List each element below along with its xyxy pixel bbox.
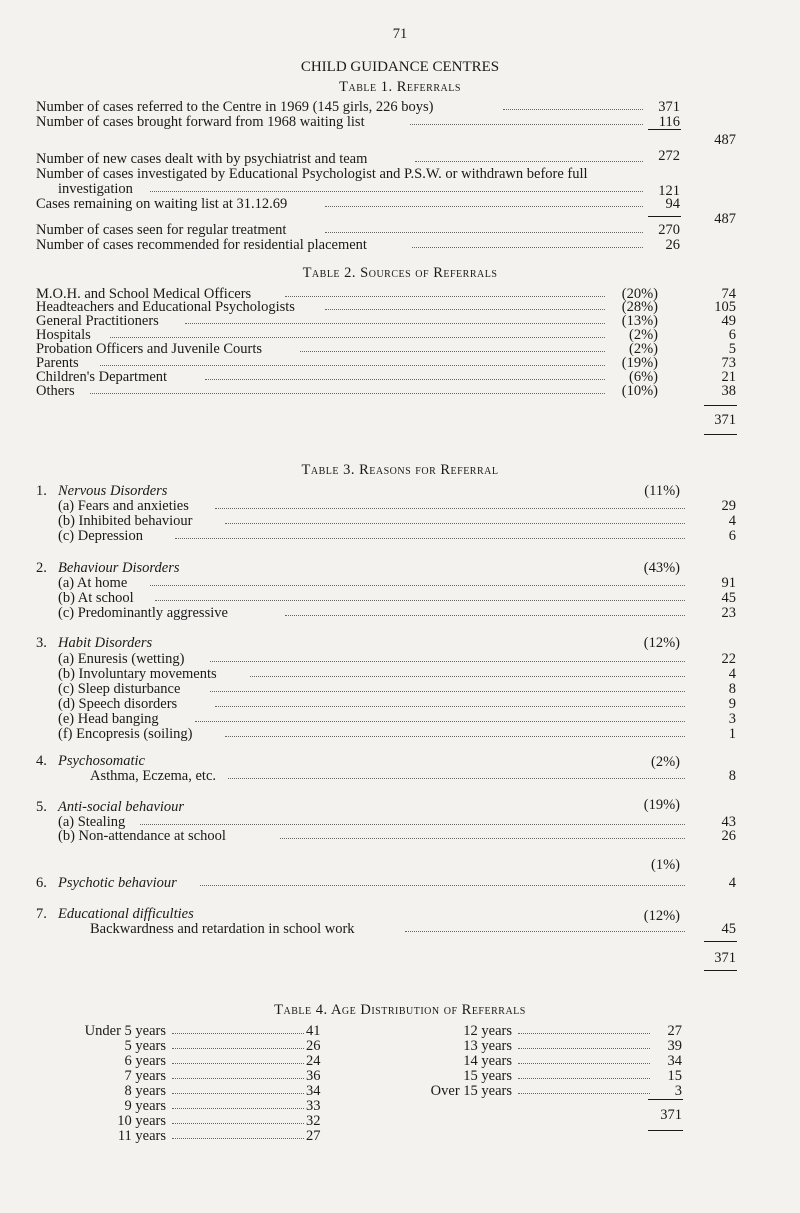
t3-group-value: 4	[728, 875, 736, 891]
t3-item-label: (b) At school	[58, 590, 134, 606]
t2-row-pct: (2%)	[629, 341, 658, 357]
t3-item-value: 4	[728, 666, 736, 682]
t2-row-value: 5	[728, 341, 736, 357]
leader-dots	[172, 1062, 304, 1064]
t1-sum1: 487	[714, 132, 736, 148]
t3-group-pct: (2%)	[651, 754, 680, 770]
t3-group-pct: (11%)	[644, 483, 680, 499]
sum-rule	[648, 1099, 683, 1100]
t3-group-pct: (12%)	[643, 635, 680, 651]
t4-age-value: 26	[306, 1038, 321, 1054]
leader-dots	[172, 1107, 304, 1109]
t4-age-value: 33	[306, 1098, 321, 1114]
t1-r1-value: 371	[658, 99, 680, 115]
t2-row-value: 74	[721, 286, 736, 302]
t2-row-label: Headteachers and Educational Psychologists	[36, 299, 295, 315]
leader-dots	[228, 777, 685, 779]
t4-age-value: 34	[306, 1083, 321, 1099]
t2-row-pct: (10%)	[621, 383, 658, 399]
t3-item-value: 23	[721, 605, 736, 621]
t1-r6-label: Number of cases seen for regular treatment	[36, 222, 287, 238]
t4-age-value: 41	[306, 1023, 321, 1039]
t3-total: 371	[714, 950, 736, 966]
leader-dots	[503, 108, 643, 110]
table4-title: Table 4. Age Distribution of Referrals	[274, 1002, 526, 1018]
t2-row-pct: (28%)	[621, 299, 658, 315]
t3-item-label: Asthma, Eczema, etc.	[90, 768, 217, 784]
t4-age-value: 27	[667, 1023, 682, 1039]
t3-item-label: (e) Head banging	[58, 711, 159, 727]
t4-age-value: 32	[306, 1113, 321, 1129]
leader-dots	[325, 231, 643, 233]
leader-dots	[140, 823, 685, 825]
sum-rule	[704, 405, 737, 406]
leader-dots	[300, 350, 605, 352]
leader-dots	[405, 930, 685, 932]
t3-item-value: 8	[728, 681, 736, 697]
t4-total: 371	[660, 1107, 682, 1123]
t3-item-value: 91	[721, 575, 736, 591]
t3-item-value: 6	[728, 528, 736, 544]
t3-group-pct: (12%)	[643, 908, 680, 924]
page-number: 71	[392, 26, 408, 42]
leader-dots	[110, 336, 605, 338]
t1-r7-label: Number of cases recommended for residential placement	[36, 237, 367, 253]
t3-group-pct: (43%)	[643, 560, 680, 576]
t4-age-value: 27	[306, 1128, 321, 1144]
t1-r4-label-cont: investigation	[58, 181, 133, 197]
leader-dots	[172, 1137, 304, 1139]
leader-dots	[200, 884, 685, 886]
leader-dots	[225, 735, 685, 737]
leader-dots	[518, 1047, 650, 1049]
t4-age-value: 15	[667, 1068, 682, 1084]
leader-dots	[412, 246, 643, 248]
t4-age-value: 24	[306, 1053, 321, 1069]
t4-age-label: 12 years	[463, 1023, 512, 1039]
t3-item-label: (b) Inhibited behaviour	[58, 513, 193, 529]
t4-age-label: 6 years	[124, 1053, 166, 1069]
t2-total: 371	[714, 412, 736, 428]
t4-age-label: 13 years	[463, 1038, 512, 1054]
leader-dots	[100, 364, 605, 366]
leader-dots	[205, 378, 605, 380]
t4-age-label: 7 years	[124, 1068, 166, 1084]
t4-age-label: 11 years	[117, 1128, 166, 1144]
t2-row-pct: (20%)	[621, 286, 658, 302]
t1-r2-label: Number of cases brought forward from 1968 waiting list	[36, 114, 365, 130]
t3-item-label: (a) Fears and anxieties	[58, 498, 189, 514]
leader-dots	[518, 1032, 650, 1034]
t2-row-pct: (13%)	[621, 313, 658, 329]
t1-r3-value: 272	[658, 148, 680, 164]
leader-dots	[280, 837, 685, 839]
t4-age-label: 9 years	[124, 1098, 166, 1114]
t3-group-title: Anti-social behaviour	[58, 799, 185, 815]
t4-age-label: Under 5 years	[84, 1023, 166, 1039]
leader-dots	[172, 1122, 304, 1124]
total-rule	[648, 1130, 683, 1131]
t3-item-label: (b) Involuntary movements	[58, 666, 217, 682]
t3-group-number: 2.	[36, 560, 47, 576]
t3-item-label: (a) At home	[58, 575, 128, 591]
t1-r5-value: 94	[665, 196, 680, 212]
sum-rule	[648, 216, 681, 217]
t1-r3-label: Number of new cases dealt with by psychiatrist and team	[36, 151, 368, 167]
t3-group-title: Psychosomatic	[58, 753, 145, 769]
t2-row-value: 49	[721, 313, 736, 329]
t4-age-value: 36	[306, 1068, 321, 1084]
t2-row-pct: (19%)	[621, 355, 658, 371]
t3-item-label: (b) Non-attendance at school	[58, 828, 226, 844]
t3-item-label: (c) Depression	[58, 528, 143, 544]
table3-title: Table 3. Reasons for Referral	[301, 462, 499, 478]
leader-dots	[415, 160, 643, 162]
t3-item-label: (a) Stealing	[58, 814, 126, 830]
leader-dots	[210, 690, 685, 692]
leader-dots	[172, 1032, 304, 1034]
t2-row-label: Parents	[36, 355, 79, 371]
t3-item-label: (d) Speech disorders	[58, 696, 178, 712]
t4-age-label: 14 years	[463, 1053, 512, 1069]
t4-age-label: 5 years	[124, 1038, 166, 1054]
t3-item-label: Backwardness and retardation in school work	[90, 921, 355, 937]
t3-group-number: 7.	[36, 906, 47, 922]
t3-group-number: 3.	[36, 635, 47, 651]
t1-r5-label: Cases remaining on waiting list at 31.12.69	[36, 196, 288, 212]
sum-rule	[704, 941, 737, 942]
t3-item-value: 29	[721, 498, 736, 514]
t1-sum2: 487	[714, 211, 736, 227]
t3-item-value: 45	[721, 921, 736, 937]
leader-dots	[172, 1047, 304, 1049]
t2-row-label: Hospitals	[36, 327, 91, 343]
t2-row-pct: (2%)	[629, 327, 658, 343]
leader-dots	[215, 705, 685, 707]
t2-row-label: Others	[36, 383, 75, 399]
leader-dots	[518, 1092, 650, 1094]
t2-row-value: 38	[721, 383, 736, 399]
t4-age-value: 3	[674, 1083, 682, 1099]
t3-item-value: 22	[721, 651, 736, 667]
total-rule	[704, 970, 737, 971]
t3-item-value: 4	[728, 513, 736, 529]
leader-dots	[285, 295, 605, 297]
t1-r7-value: 26	[665, 237, 680, 253]
leader-dots	[185, 322, 605, 324]
t1-r1-label: Number of cases referred to the Centre in 1969 (145 girls, 226 boys)	[36, 99, 434, 115]
t4-age-label: 15 years	[463, 1068, 512, 1084]
table1-title: Table 1. Referrals	[339, 79, 461, 95]
leader-dots	[90, 392, 605, 394]
leader-dots	[150, 190, 643, 192]
leader-dots	[210, 660, 685, 662]
leader-dots	[195, 720, 685, 722]
t4-age-value: 39	[667, 1038, 682, 1054]
t3-group-title: Nervous Disorders	[58, 483, 168, 499]
leader-dots	[410, 123, 643, 125]
t3-item-label: (a) Enuresis (wetting)	[58, 651, 185, 667]
t4-age-value: 34	[667, 1053, 682, 1069]
t3-group-number: 5.	[36, 799, 47, 815]
t3-group-number: 1.	[36, 483, 47, 499]
t3-group-title: Behaviour Disorders	[58, 560, 180, 576]
t3-item-value: 8	[728, 768, 736, 784]
leader-dots	[150, 584, 685, 586]
t2-row-value: 6	[728, 327, 736, 343]
t1-r4-value: 121	[658, 183, 680, 199]
t3-item-value: 9	[728, 696, 736, 712]
t2-row-label: General Practitioners	[36, 313, 159, 329]
page-heading: CHILD GUIDANCE CENTRES	[300, 59, 500, 75]
total-rule	[704, 434, 737, 435]
leader-dots	[175, 537, 685, 539]
t3-item-value: 45	[721, 590, 736, 606]
t2-row-value: 21	[721, 369, 736, 385]
leader-dots	[250, 675, 685, 677]
t3-group-number: 6.	[36, 875, 47, 891]
leader-dots	[518, 1077, 650, 1079]
t3-group-number: 4.	[36, 753, 47, 769]
t4-age-label: Over 15 years	[430, 1083, 512, 1099]
t3-item-label: (c) Predominantly aggressive	[58, 605, 228, 621]
t2-row-value: 105	[714, 299, 736, 315]
leader-dots	[172, 1092, 304, 1094]
leader-dots	[285, 614, 685, 616]
t2-row-label: Children's Department	[36, 369, 168, 385]
t2-row-label: Probation Officers and Juvenile Courts	[36, 341, 263, 357]
t3-group-title: Psychotic behaviour	[58, 875, 177, 891]
t3-group-title: Educational difficulties	[58, 906, 194, 922]
leader-dots	[325, 205, 643, 207]
t3-item-value: 43	[721, 814, 736, 830]
t1-r4-label: Number of cases investigated by Educational Psychologist and P.S.W. or withdrawn before full	[36, 166, 588, 182]
leader-dots	[155, 599, 685, 601]
t3-group-title: Habit Disorders	[58, 635, 153, 651]
t3-item-value: 26	[721, 828, 736, 844]
t3-group-pct: (19%)	[643, 797, 680, 813]
t3-item-value: 3	[728, 711, 736, 727]
t3-item-label: (c) Sleep disturbance	[58, 681, 181, 697]
t1-r6-value: 270	[658, 222, 680, 238]
leader-dots	[172, 1077, 304, 1079]
leader-dots	[225, 522, 685, 524]
sum-rule	[648, 129, 681, 130]
t3-group-pct: (1%)	[651, 857, 680, 873]
t3-item-label: (f) Encopresis (soiling)	[58, 726, 193, 742]
t3-item-value: 1	[728, 726, 736, 742]
t4-age-label: 10 years	[117, 1113, 166, 1129]
table2-title: Table 2. Sources of Referrals	[302, 265, 498, 281]
t2-row-value: 73	[721, 355, 736, 371]
t1-r2-value: 116	[658, 114, 680, 130]
t2-row-label: M.O.H. and School Medical Officers	[36, 286, 252, 302]
leader-dots	[215, 507, 685, 509]
t2-row-pct: (6%)	[629, 369, 658, 385]
leader-dots	[325, 308, 605, 310]
t4-age-label: 8 years	[124, 1083, 166, 1099]
leader-dots	[518, 1062, 650, 1064]
